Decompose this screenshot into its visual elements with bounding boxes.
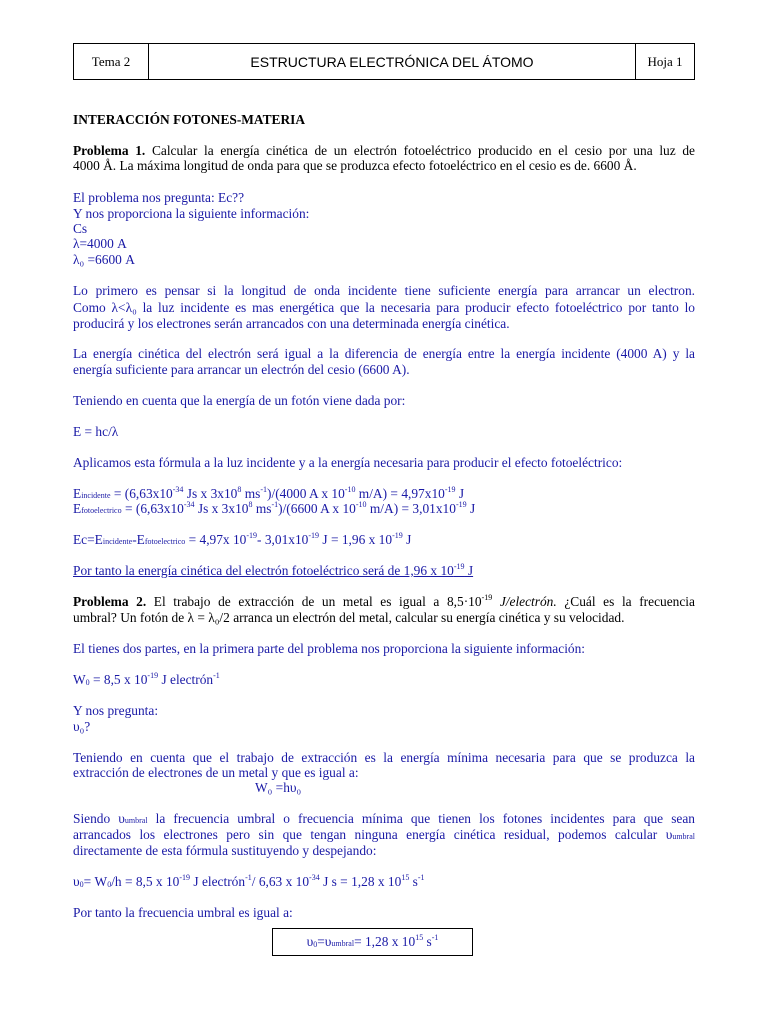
header-hoja: Hoja 1: [647, 53, 683, 69]
s2-intro: El tienes dos partes, en la primera parte del problema nos proporciona la siguiente información:: [73, 641, 586, 656]
problem2-label: Problema 2.: [73, 594, 147, 609]
s2-w0: $W_0 = 8,5$ x $10^{-19}$ J electrón$^{-1}$: [73, 671, 220, 687]
s2-ask2: υ₀?: [73, 719, 91, 734]
s2-siendo-a: Siendo υumbral la frecuencia umbral o frecuencia mínima que tienen los fotones incidentes para que sean: [73, 811, 695, 826]
s1-e-fotoelectrico: Efotoelectrico = ($6,63x10^{-34}$ Js x $3x10^8$ $ms^{-1})/(6600$ A x $10^{-10}$ $m/A) = 3,01x10^{-19}$ J: [73, 500, 476, 516]
s1-photon: Teniendo en cuenta que la energía de un fotón viene dada por:: [73, 393, 406, 408]
s1-para2-b: energía suficiente para arrancar un electrón del cesio (6600 A).: [73, 362, 410, 377]
s1-ec: Ec=Eincidente-Efotoelectrico = 4,97x $10^{-19}-$ $3,01x10^{-19}$ J = 1,96 x $10^{-19}$ J: [73, 531, 412, 547]
s1-para1-a: Lo primero es pensar si la longitud de onda incidente tiene suficiente energía para arrancar un electron.: [73, 283, 695, 298]
s1-formula: E = hc/λ: [73, 424, 119, 439]
problem1-label: Problema 1.: [73, 143, 146, 158]
header-title: ESTRUCTURA ELECTRÓNICA DEL ÁTOMO: [149, 44, 636, 79]
s1-para1-c: producirá y los electrones serán arrancados con una determinada energía cinética.: [73, 316, 510, 331]
s1-info: Y nos proporciona la siguiente información:: [73, 206, 310, 221]
result-text: $\upsilon_0=\upsilon umbral= 1,28$ x $10^{15}$ $s^{-1}$: [306, 933, 439, 949]
s2-para-b: extracción de electrones de un metal y que es igual a:: [73, 765, 359, 780]
s2-w0eq: W₀ =hυ₀: [255, 780, 302, 795]
s2-calc: $\upsilon_0= W_0/h = 8,5$ x $10^{-19}$ J electrón$^{-1}$/ 6,63 x $10^{-34}$ J s = 1,28 x $10^{15}$ $s^{-1}$: [73, 873, 425, 889]
problem2-line1: Problema 2. El trabajo de extracción de un metal es igual a $8,5\cdot 10^{-19}$ J/electrón. ¿Cuál es la frecuencia: [73, 593, 695, 609]
s2-para-a: Teniendo en cuenta que el trabajo de extracción es la energía mínima necesaria para que se produzca la: [73, 750, 695, 765]
header-table: [73, 43, 695, 80]
s1-apply: Aplicamos esta fórmula a la luz incidente y a la energía necesaria para producir el efecto fotoeléctrico:: [73, 455, 623, 470]
header-tema: Tema 2: [74, 44, 149, 79]
s1-ask: El problema nos pregunta: Ec??: [73, 190, 245, 205]
s1-para1-b: Como λ<λ₀ la luz incidente es mas energética que la necesaria para producir efecto fotoeléctrico por tanto lo: [73, 300, 695, 315]
s2-ask1: Y nos pregunta:: [73, 703, 159, 718]
s2-portanto: Por tanto la frecuencia umbral es igual a:: [73, 905, 293, 920]
s1-e-incidente: Eincidente = ($6,63x10^{-34}$ Js x $3x10^8$ $ms^{-1})/(4000$ A x $10^{-10}$ $m/A) = 4,97x10^{-19}$ J: [73, 485, 465, 501]
e-inc-sub: incidente: [81, 491, 111, 500]
e-foto-sub: fotoelectrico: [81, 506, 122, 515]
s1-cs: Cs: [73, 221, 88, 236]
s1-para2-a: La energía cinética del electrón será igual a la diferencia de energía entre la energía incidente (4000 A) y la: [73, 346, 695, 361]
problem1-line2: 4000 Å. La máxima longitud de onda para que se produzca efecto fotoeléctrico en el cesio es de. 6600 Å.: [73, 158, 637, 173]
section-title: INTERACCIÓN FOTONES-MATERIA: [73, 112, 306, 127]
s1-lambda: λ=4000 A: [73, 236, 127, 251]
s2-siendo-b: arrancados los electrones pero sin que tengan ninguna energía cinética residual, podemos calcular υumbral: [73, 827, 695, 842]
s1-lambda0: λ₀ =6600 A: [73, 252, 135, 267]
problem1-text-a: Calcular la energía cinética de un electrón fotoeléctrico producido en el cesio por una luz de: [145, 143, 695, 158]
s1-conclusion: Por tanto la energía cinética del electrón fotoeléctrico será de 1,96 x $10^{-19}$ J: [73, 562, 474, 578]
result-box: [272, 928, 473, 956]
problem2-line2: umbral? Un fotón de λ = λ₀/2 arranca un electrón del metal, calcular su energía cinética y su velocidad.: [73, 610, 625, 625]
problem1-line1: [73, 143, 695, 158]
s2-siendo-c: directamente de esta fórmula sustituyendo y despejando:: [73, 843, 377, 858]
